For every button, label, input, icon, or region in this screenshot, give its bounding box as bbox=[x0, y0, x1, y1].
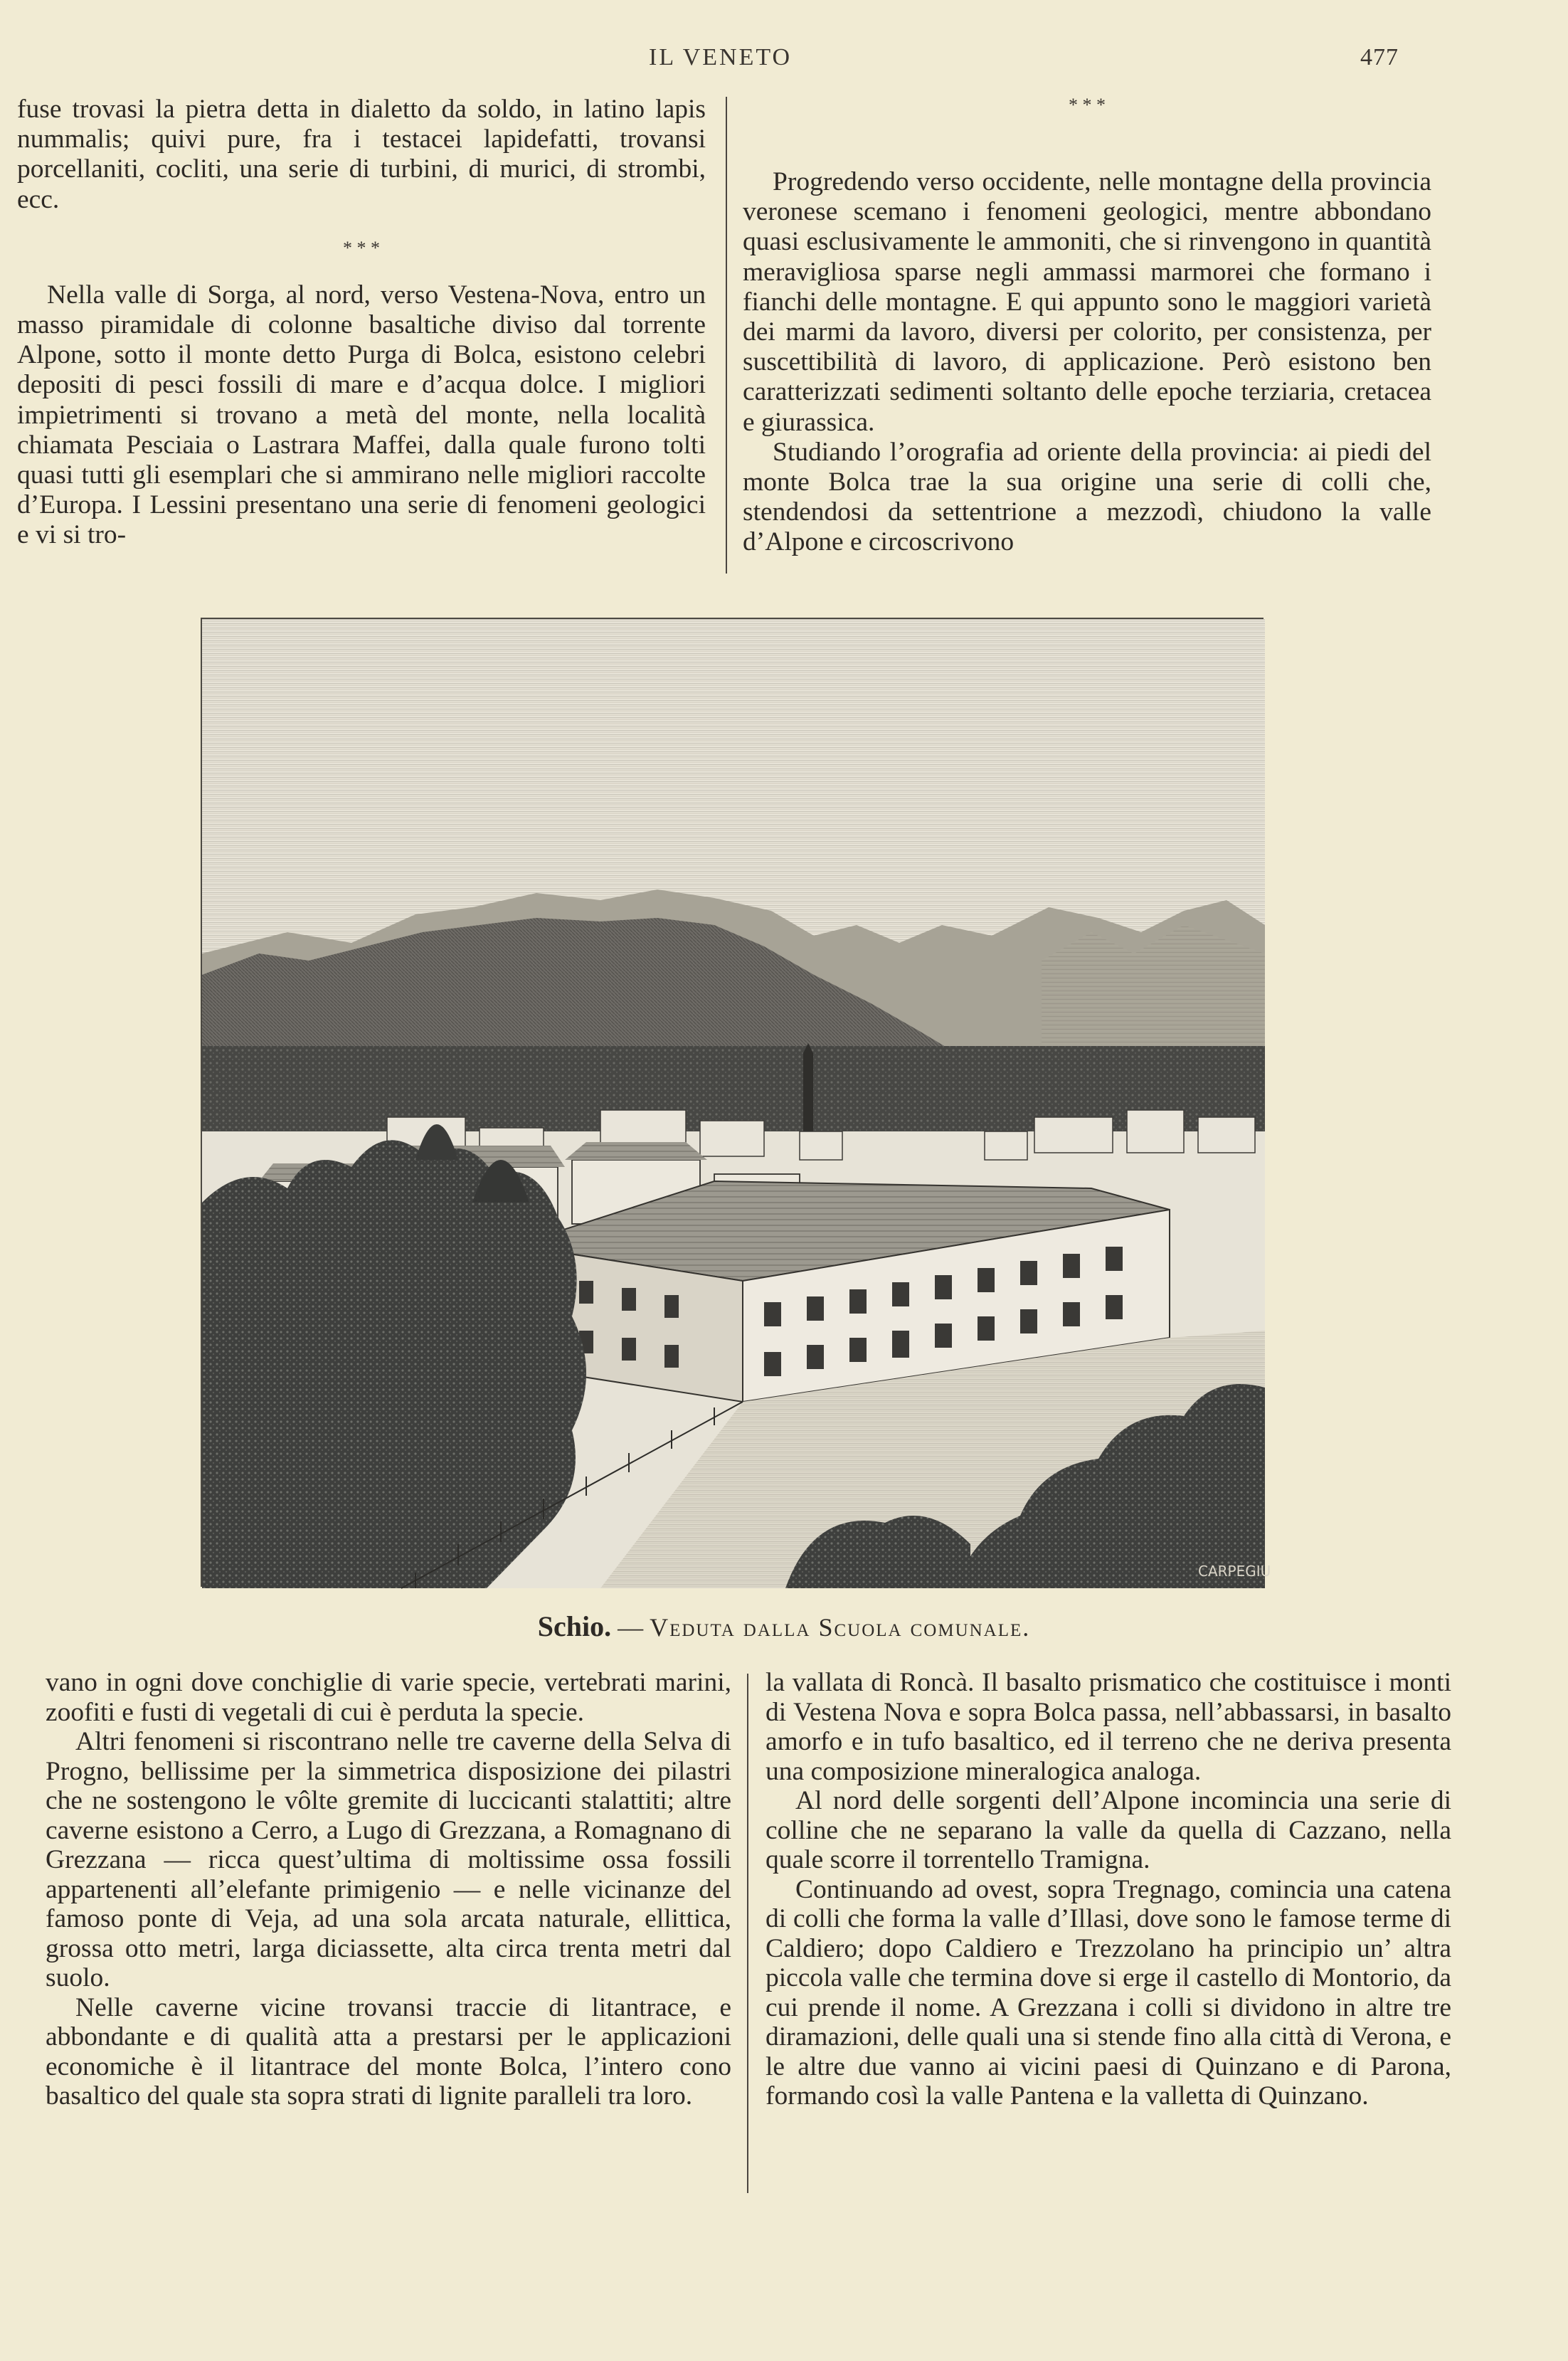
section-separator: * * * bbox=[1069, 95, 1106, 115]
page-number: 477 bbox=[1360, 44, 1399, 70]
engraving-illustration bbox=[201, 618, 1271, 1587]
top-right-column bbox=[743, 95, 1431, 558]
paragraph: Continuando ad ovest, sopra Tregnago, comincia una catena di colli che forma la valle d’Illasi, dove sono le famose terme di Caldiero; dopo Caldiero e Trezzolano ha principio un’ altra piccola valle che termina dove si erge il castello di Montorio, da cui prende il nome. A Grezzana i colli si dividono in altre tre diramazioni, delle quali una si stende fino alla città di Verona, e le altre due vanno ai vicini paesi di Quinzano e di Parona, formando così la valle Pantena e la valletta di Quinzano. bbox=[766, 1874, 1451, 2111]
paragraph: fuse trovasi la pietra detta in dialetto da soldo, in latino lapis nummalis; quivi pure, fra i testacei lapidefatti, trovansi porcellaniti, cocliti, una serie di turbini, di murici, di strombi, ecc. bbox=[17, 95, 706, 214]
paragraph: Nella valle di Sorga, al nord, verso Vestena-Nova, entro un masso piramidale di colonne basaltiche diviso dal torrente Alpone, sotto il monte detto Purga di Bolca, esistono celebri depositi di pesci fossili di mare e d’acqua dolce. I migliori impietrimenti si trovano a metà del monte, nella località chiamata Pesciaia o Lastrara Maffei, dalla quale furono tolti quasi tutti gli esemplari che si ammirano nelle migliori raccolte d’Europa. I Lessini presentano una serie di fenomeni geologici e vi si tro- bbox=[17, 280, 706, 550]
caption-text: Veduta dalla Scuola comunale. bbox=[650, 1613, 1031, 1642]
engraver-signature: CARPEGIU bbox=[1198, 1563, 1271, 1580]
paragraph: Al nord delle sorgenti dell’Alpone incomincia una serie di colline che ne separano la valle da quella di Cazzano, nella quale scorre il torrentello Tramigna. bbox=[766, 1786, 1451, 1874]
top-left-column bbox=[17, 95, 706, 551]
column-rule-top bbox=[726, 97, 727, 574]
caption-place: Schio. bbox=[537, 1610, 612, 1642]
section-separator: * * * bbox=[343, 237, 380, 258]
bottom-right-column bbox=[766, 1668, 1451, 2111]
engraving-picture bbox=[202, 619, 1271, 1588]
column-rule-bottom bbox=[747, 1674, 748, 2193]
paragraph: Altri fenomeni si riscontrano nelle tre caverne della Selva di Progno, bellissime per la simmetrica disposizione dei pilastri che ne sostengono le vôlte gremite di luccicanti stalattiti; altre caverne esistono a Cerro, a Lugo di Grezzana, a Romagnano di Grezzana — ricca quest’ultima di moltissime ossa fossili appartenenti all’elefante primigenio — e nelle vicinanze del famoso ponte di Veja, ad una sola arcata naturale, ellittica, grossa otto metri, larga diciassette, alta circa trenta metri dal suolo. bbox=[46, 1727, 731, 1992]
paragraph: vano in ogni dove conchiglie di varie specie, vertebrati marini, zoofiti e fusti di vegetali di cui è perduta la specie. bbox=[46, 1668, 731, 1727]
paragraph: la vallata di Roncà. Il basalto prismatico che costituisce i monti di Vestena Nova e sopra Bolca passa, nell’abbassarsi, in basalto amorfo e in tufo basaltico, ed il terreno che ne deriva presenta una composizione mineralogica analoga. bbox=[766, 1668, 1451, 1786]
paragraph: Progredendo verso occidente, nelle montagne della provincia veronese scemano i fenomeni geologici, mentre abbondano quasi esclusivamente le ammoniti, che si rinvengono in quantità meravigliosa sparse negli ammassi marmorei che formano i fianchi delle montagne. E qui appunto sono le maggiori varietà dei marmi da lavoro, diversi per colorito, per consistenza, per suscettibilità di lavoro, di applicazione. Però esistono ben caratterizzati sedimenti soltanto delle epoche terziaria, cretacea e giurassica. bbox=[743, 167, 1431, 437]
paragraph: Studiando l’orografia ad oriente della provincia: ai piedi del monte Bolca trae la sua origine una serie di colli che, stendendosi da settentrione a mezzodì, chiudono la valle d’Alpone e circoscrivono bbox=[743, 437, 1431, 557]
bottom-left-column bbox=[46, 1668, 731, 2111]
paragraph: Nelle caverne vicine trovansi traccie di litantrace, e abbondante e di qualità atta a prestarsi per le applicazioni economiche è il litantrace del monte Bolca, l’intero cono basaltico del quale sta sopra strati di lignite paralleli tra loro. bbox=[46, 1992, 731, 2111]
running-title: IL VENETO bbox=[649, 44, 793, 70]
figure-caption bbox=[0, 1610, 1568, 1643]
caption-dash: — bbox=[611, 1613, 650, 1642]
